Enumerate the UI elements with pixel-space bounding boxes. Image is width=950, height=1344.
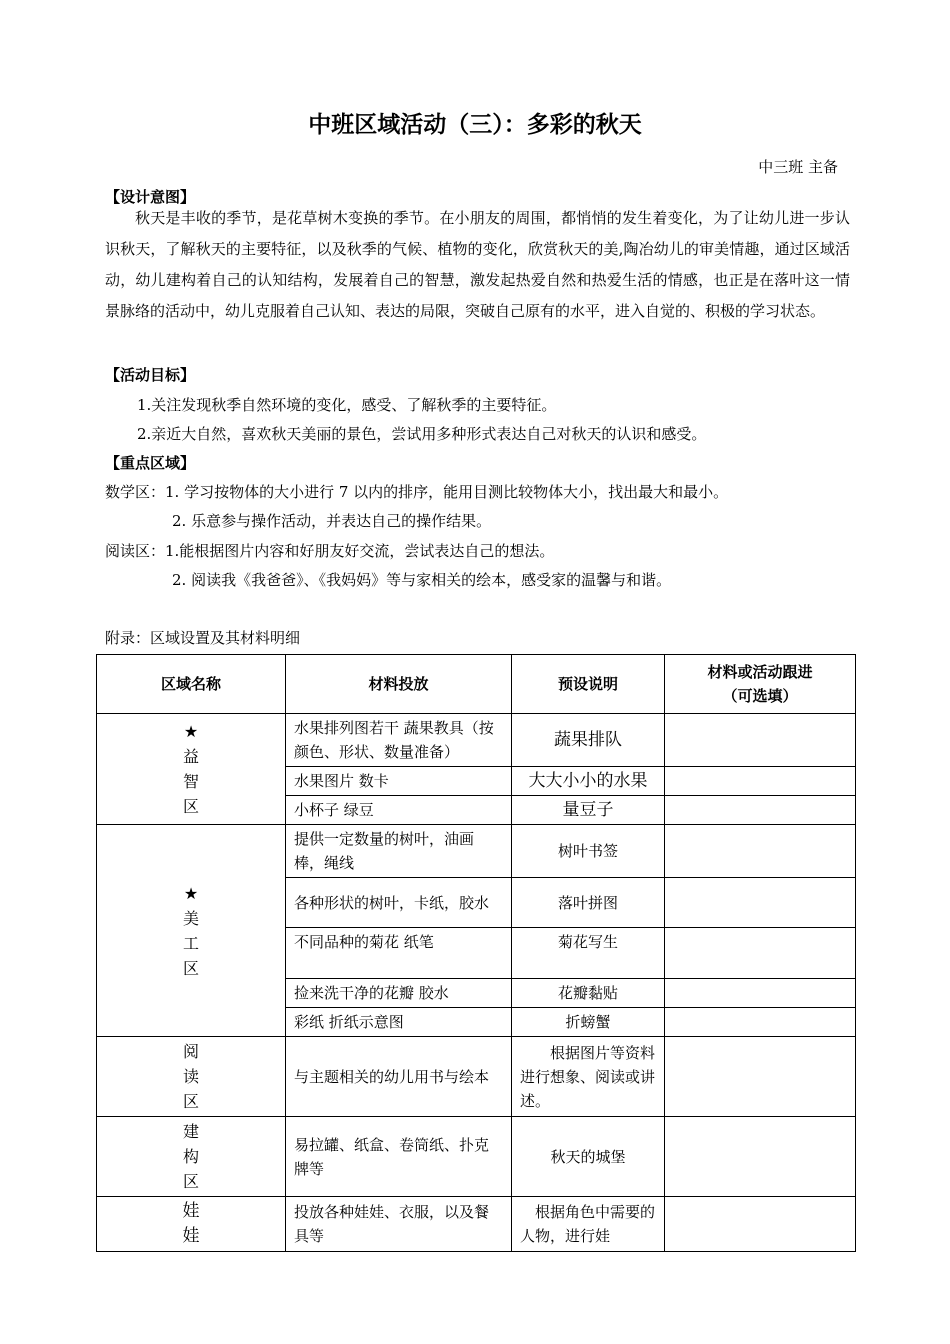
goal-item-1: 1.关注发现秋季自然环境的变化，感受、了解秋季的主要特征。 <box>137 396 557 414</box>
goals-heading: 【活动目标】 <box>105 366 196 384</box>
table-row <box>97 1117 856 1197</box>
table-row <box>97 1037 856 1117</box>
material-cell: 不同品种的菊花 纸笔 <box>286 928 512 979</box>
followup-cell <box>665 796 856 825</box>
description-cell: 落叶拼图 <box>512 878 665 928</box>
header-followup: 材料或活动跟进 （可选填） <box>665 655 856 714</box>
header-materials: 材料投放 <box>286 655 512 714</box>
key-heading: 【重点区域】 <box>105 454 196 472</box>
math-zone-line-2: 2. 乐意参与操作活动，并表达自己的操作结果。 <box>172 512 492 530</box>
zone-cell-reading: 阅 读 区 <box>97 1037 286 1117</box>
design-heading: 【设计意图】 <box>105 188 196 206</box>
header-description: 预设说明 <box>512 655 665 714</box>
material-cell: 捡来洗干净的花瓣 胶水 <box>286 979 512 1008</box>
followup-cell <box>665 1197 856 1252</box>
goal-item-2: 2.亲近大自然，喜欢秋天美丽的景色，尝试用多种形式表达自己对秋天的认识和感受。 <box>137 425 707 443</box>
description-cell: 折螃蟹 <box>512 1008 665 1037</box>
table-row <box>97 714 856 767</box>
material-cell: 易拉罐、纸盒、卷筒纸、扑克牌等 <box>286 1117 512 1197</box>
material-cell: 小杯子 绿豆 <box>286 796 512 825</box>
zone-cell-doll: 娃 娃 <box>97 1197 286 1252</box>
followup-cell <box>665 825 856 878</box>
material-cell: 彩纸 折纸示意图 <box>286 1008 512 1037</box>
materials-table <box>96 654 856 1252</box>
description-cell: 量豆子 <box>512 796 665 825</box>
table-row <box>97 825 856 878</box>
followup-cell <box>665 1037 856 1117</box>
header-zone-name: 区域名称 <box>97 655 286 714</box>
description-cell: 蔬果排队 <box>512 714 665 767</box>
description-cell: 树叶书签 <box>512 825 665 878</box>
followup-cell <box>665 767 856 796</box>
followup-cell <box>665 1117 856 1197</box>
material-cell: 与主题相关的幼儿用书与绘本 <box>286 1037 512 1117</box>
material-cell: 提供一定数量的树叶，油画棒，绳线 <box>286 825 512 878</box>
material-cell: 水果图片 数卡 <box>286 767 512 796</box>
followup-cell <box>665 878 856 928</box>
table-row <box>97 1197 856 1252</box>
description-cell: 秋天的城堡 <box>512 1117 665 1197</box>
page-title: 中班区域活动（三）：多彩的秋天 <box>308 112 642 138</box>
followup-cell <box>665 714 856 767</box>
description-cell: 根据图片等资料进行想象、阅读或讲述。 <box>512 1037 665 1117</box>
description-cell: 菊花写生 <box>512 928 665 979</box>
followup-cell <box>665 928 856 979</box>
material-cell: 投放各种娃娃、衣服，以及餐具等 <box>286 1197 512 1252</box>
description-cell: 大大小小的水果 <box>512 767 665 796</box>
description-cell: 花瓣黏贴 <box>512 979 665 1008</box>
material-cell: 水果排列图若干 蔬果教具（按颜色、形状、数量准备） <box>286 714 512 767</box>
appendix-label: 附录：区域设置及其材料明细 <box>105 629 301 647</box>
reading-zone-line-1: 阅读区：1.能根据图片内容和好朋友好交流，尝试表达自己的想法。 <box>105 542 555 560</box>
reading-zone-line-2: 2. 阅读我《我爸爸》、《我妈妈》等与家相关的绘本，感受家的温馨与和谐。 <box>172 571 672 589</box>
zone-cell-building: 建 构 区 <box>97 1117 286 1197</box>
design-paragraph: 秋天是丰收的季节，是花草树木变换的季节。在小朋友的周围，都悄悄的发生着变化，为了让幼儿进一步认识秋天，了解秋天的主要特征，以及秋季的气候、植物的变化，欣赏秋天的美,陶冶幼儿的审美情趣，通过区域活动，幼儿建构着自己的认知结构，发展着自己的智慧，激发起热爱自然和热爱生活的情感，也正是在落叶这一情景脉络的活动中，幼儿克服着自己认知、表达的局限，突破自己原有的水平，进入自觉的、积极的学习状态。 <box>105 209 850 320</box>
author-line: 中三班 主备 <box>758 158 838 176</box>
zone-cell-puzzle: ★ 益 智 区 <box>97 714 286 825</box>
followup-cell <box>665 979 856 1008</box>
material-cell: 各种形状的树叶，卡纸，胶水 <box>286 878 512 928</box>
description-cell: 根据角色中需要的人物，进行娃 <box>512 1197 665 1252</box>
table-header-row <box>97 655 856 714</box>
math-zone-line-1: 数学区：1. 学习按物体的大小进行 7 以内的排序，能用目测比较物体大小，找出最大和最小。 <box>105 483 729 501</box>
followup-cell <box>665 1008 856 1037</box>
zone-cell-art: ★ 美 工 区 <box>97 825 286 1037</box>
